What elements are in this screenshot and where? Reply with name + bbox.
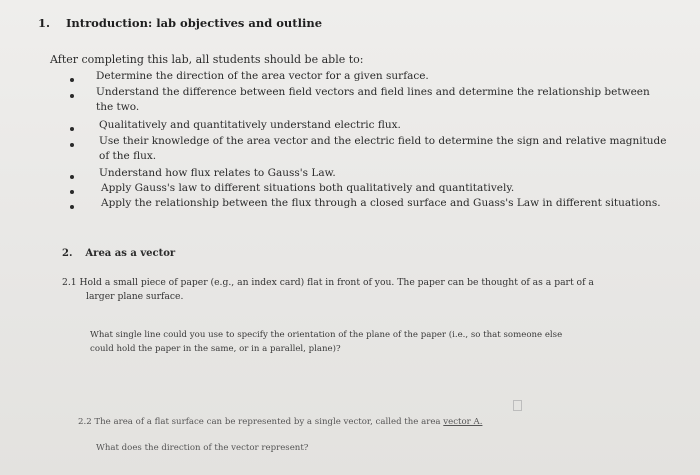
bullet-5-line-1: Understand how flux relates to Gauss's Law. [99,167,336,179]
bullet-dot [70,205,74,209]
bullet-7-line-1: Apply the relationship between the flux through a closed surface and Guass's Law in different situations. [101,197,661,209]
bullet-dot [70,143,74,147]
bullet-dot [70,190,74,194]
area-vector-link[interactable]: vector A. [443,417,483,427]
bullet-dot [70,78,74,82]
section-2-number: 2. [62,248,73,259]
bullet-dot [70,175,74,179]
item-2-1-line-2: larger plane surface. [86,291,184,302]
section-1-title: Introduction: lab objectives and outline [66,16,323,30]
section-1-number: 1. [38,16,51,30]
bullet-1-line-1: Determine the direction of the area vector for a given surface. [96,70,429,82]
question-2: What does the direction of the vector represent? [96,443,309,453]
question-1-line-2: could hold the paper in the same, or in a parallel, plane)? [90,344,341,354]
section-1-heading [38,16,322,30]
bullet-2-line-2: the two. [96,101,140,113]
item-2-2-line [78,417,482,427]
bullet-3-line-1: Qualitatively and quantitatively understand electric flux. [99,119,401,131]
bullet-4-line-2: of the flux. [99,150,157,162]
section-2-heading [62,248,175,259]
item-2-1-line-1: 2.1 Hold a small piece of paper (e.g., an index card) flat in front of you. The paper can be thought of as a part of a [62,277,594,288]
bullet-4-line-1: Use their knowledge of the area vector and the electric field to determine the sign and relative magnitude [99,135,667,147]
bullet-dot [70,127,74,131]
text-cursor-box [513,400,522,411]
bullet-6-line-1: Apply Gauss's law to different situations both qualitatively and quantitatively. [101,182,515,194]
bullet-2-line-1: Understand the difference between field vectors and field lines and determine the relationship between [96,86,650,98]
bullet-dot [70,94,74,98]
section-2-title: Area as a vector [85,248,176,259]
question-1-line-1: What single line could you use to specify the orientation of the plane of the paper (i.e., so that someone else [90,330,563,340]
item-2-2-text: 2.2 The area of a flat surface can be represented by a single vector, called the area [78,417,444,427]
intro-text: After completing this lab, all students should be able to: [50,53,364,66]
